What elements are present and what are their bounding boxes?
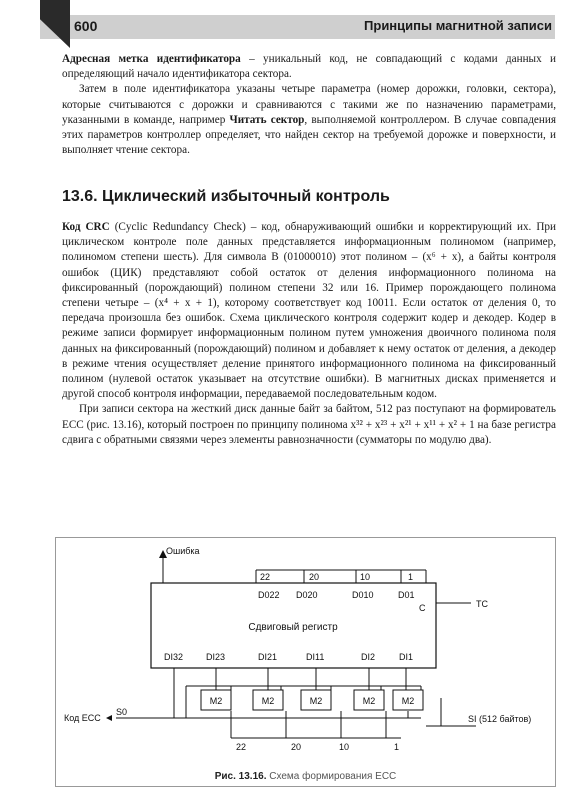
top-taps — [256, 570, 426, 583]
caption-number: Рис. 13.16. — [214, 771, 267, 782]
c-label: C — [419, 603, 426, 613]
adders — [201, 690, 423, 710]
register-label: Сдвиговый регистр — [248, 622, 338, 633]
si-label: SI (512 байтов) — [468, 714, 532, 724]
paragraph-ecc: При записи сектора на жесткий диск данные байт за байтом, 512 раз поступают на формирователь ECC (рис. 13.16), который построен по принципу полинома x³² + x²³ + x²¹ + x¹¹ + x² + 1 на базе регистра сдвига с обратными связями через элементы равнозначности (сумматоры по модулю два). — [62, 403, 556, 446]
adder-label: M2 — [209, 696, 223, 706]
output-d022: D022 — [258, 590, 280, 600]
input-di1: DI1 — [399, 652, 414, 662]
s0-label: S0 — [116, 707, 128, 717]
paragraph-id-field-text2: , выполняемой контроллером. В случае совпадения этих параметров контроллер определяет, что найден сектор на требуемой дорожке и поверхности, и выполняет чтение сектора. — [62, 113, 556, 157]
top-tap-22: 22 — [260, 572, 271, 582]
top-tap-20: 20 — [309, 572, 320, 582]
ecc-arrow-icon — [106, 715, 112, 721]
section-heading: 13.6. Циклический избыточный контроль — [62, 188, 390, 205]
output-d01: D01 — [398, 590, 415, 600]
error-label: Ошибка — [166, 546, 200, 556]
input-di21: DI21 — [258, 652, 278, 662]
running-title: Принципы магнитной записи — [364, 18, 552, 33]
tc-label: TC — [476, 599, 488, 609]
paragraph-crc — [62, 220, 556, 402]
bottom-tap-22: 22 — [236, 742, 247, 752]
input-di11: DI11 — [306, 652, 325, 662]
term-address-mark: Адресная метка идентификатора — [62, 53, 241, 65]
input-di23: DI23 — [206, 652, 226, 662]
adder-label: M2 — [261, 696, 275, 706]
input-di2: DI2 — [361, 652, 376, 662]
top-tap-10: 10 — [360, 572, 371, 582]
adder-label: M2 — [309, 696, 323, 706]
output-d010: D010 — [352, 590, 374, 600]
caption-text: Схема формирования ECC — [269, 771, 397, 782]
intro-text — [62, 52, 556, 158]
paragraph-id-field — [62, 82, 556, 158]
term-read-sector: Читать сектор — [229, 113, 305, 126]
bottom-tap-1: 1 — [394, 742, 400, 752]
adder-label: M2 — [401, 696, 415, 706]
output-d020: D020 — [296, 590, 318, 600]
paragraph-id-field-text: Затем в поле идентификатора указаны четыре параметра (номер дорожки, головки, сектора), которые считываются с дорожки и сравниваются с такими же по назначению параметрами, указанными в команде, например — [62, 83, 556, 126]
page-number: 600 — [74, 18, 98, 34]
paragraph-crc-text: (Cyclic Redundancy Check) – код, обнаруживающий ошибки и корректирующий их. При циклическом контроле поле данных представляется информационным полиномом (например, полиномом степени шесть). Для символа B (01000010) этот полином – (x⁶ + x), а байты контроля ошибок (ЦИК) представляют собой остаток от деления информационного полинома на фиксированный (порождающий) полином степени 32 или 16. Пример порождающего полинома степени четыре – (x⁴ + x + 1), которому соответствует код 10011. Если остаток от деления 0, то передача произошла без ошибок. Схема циклического контроля содержит кодер и декодер. Кодер в режиме записи формирует информационным полином путем умножения двоичного полинома поля данных на фиксированный (порождающий) полином и добавляет к нему остаток от деления, а декодер в режиме чтения осуществляет деление принятого информационного полинома на фиксированный полином (нулевой остаток указывает на отсутствие ошибки). В магнитных дисках применяется и другой способ контроля информации, передаваемой последовательным кодом. — [62, 221, 556, 401]
paragraph-address-mark-text: – уникальный код, не совпадающий с кодами данных и определяющий начало идентификатора сектора. — [62, 53, 556, 81]
ecc-diagram — [56, 538, 555, 766]
paragraph-address-mark — [62, 52, 556, 82]
bottom-tap-20: 20 — [291, 742, 302, 752]
adder-label: M2 — [362, 696, 376, 706]
top-tap-1: 1 — [408, 572, 414, 582]
input-di32: DI32 — [164, 652, 184, 662]
figure-caption — [56, 771, 555, 782]
ecc-label: Код ECC — [64, 713, 101, 723]
figure-ecc-scheme — [55, 537, 556, 787]
term-crc: Код CRC — [62, 221, 110, 233]
crc-text — [62, 220, 556, 448]
bottom-tap-10: 10 — [339, 742, 350, 752]
